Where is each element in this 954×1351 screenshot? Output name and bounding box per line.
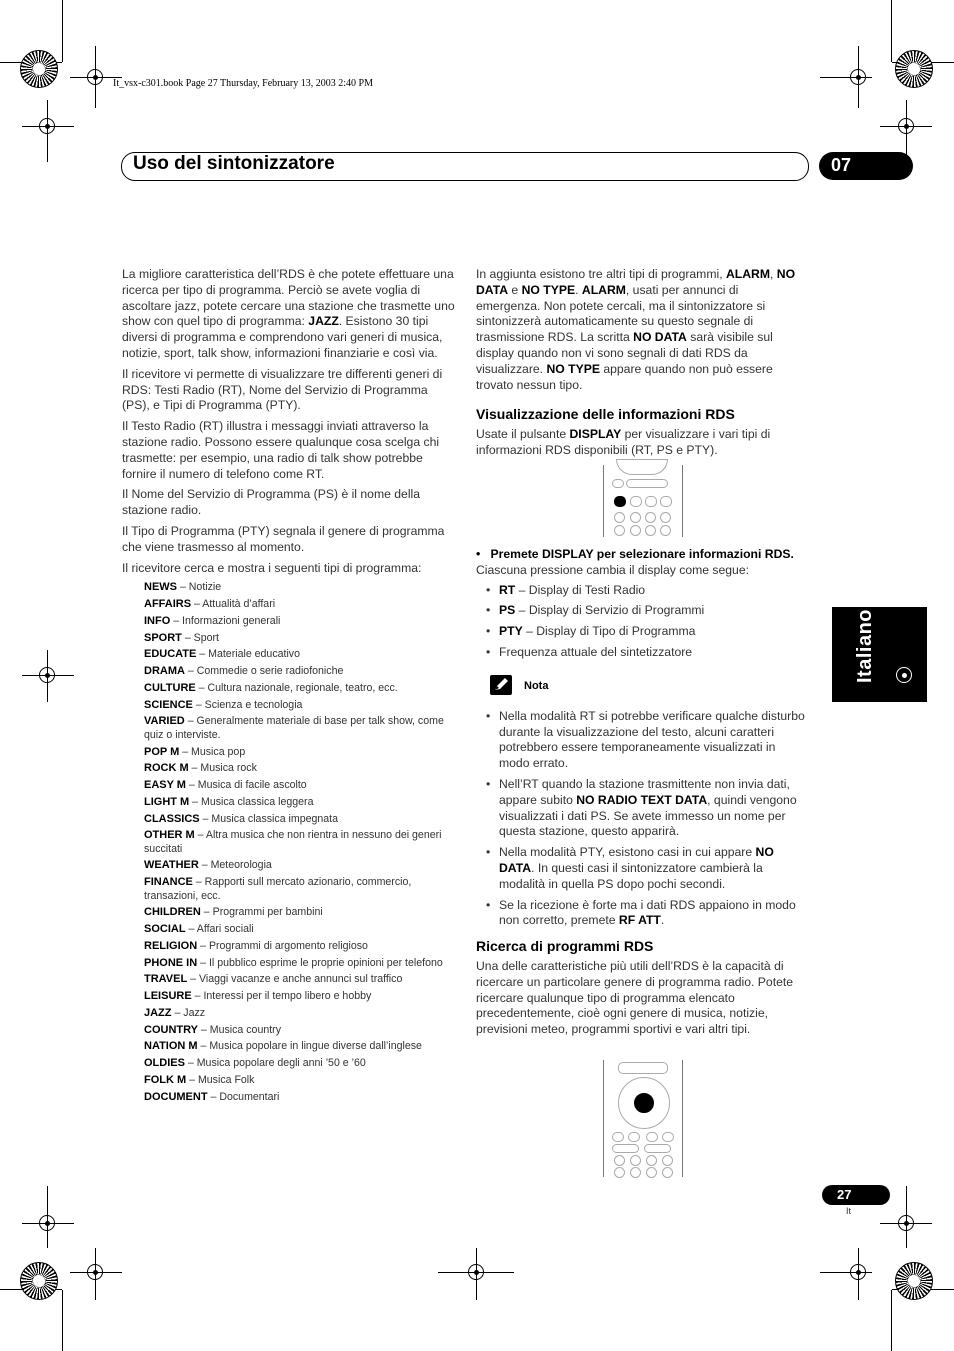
page-number: 27 [837, 1187, 852, 1202]
programme-type-item [144, 598, 455, 611]
programme-type-item [144, 796, 455, 809]
programme-type-code: JAZZ [144, 1006, 172, 1019]
programme-type-code: AFFAIRS [144, 598, 192, 611]
language-label: Italiano [854, 608, 876, 683]
programme-type-list [144, 581, 455, 1104]
programme-type-item [144, 648, 455, 661]
programme-type-item [144, 859, 455, 872]
programme-type-code: COUNTRY [144, 1023, 198, 1036]
paragraph: In aggiunta esistono tre altri tipi di programmi, ALARM, NO DATA e NO TYPE. ALARM, usati per annunci di emergenza. Non potete cercali, ma il sintonizzatore si sintonizzerà automaticamente su questo segnale di trasmissione RDS. La scritta NO DATA sarà visibile sul display quando non vi sono segnali di dati RDS da visualizzare. NO TYPE appare quando non può essere trovato nessun tipo. [476, 267, 796, 392]
list-item: • PS – Display di Servizio di Programmi [476, 603, 806, 619]
display-mode-list [476, 583, 806, 661]
left-column [122, 267, 455, 1107]
programme-type-code: INFO [144, 614, 171, 627]
programme-type-description: – Sport [181, 631, 220, 644]
paragraph: Il Testo Radio (RT) illustra i messaggi inviati attraverso la stazione radio. Possono essere qualunque cosa scelga chi trasmette: per esempio, una radio di talk show potrebbe fornire il numero di telefono come RT. [122, 419, 440, 481]
book-info-line: It_vsx-c301.book Page 27 Thursday, February 13, 2003 2:40 PM [113, 78, 373, 89]
list-item: • Nell’RT quando la stazione trasmittente non invia dati, appare subito NO RADIO TEXT DATA, quindi vengono visualizzati i dati PS. Se avete immesso un nome per questa stazione, questo apparirà. [476, 777, 806, 840]
programme-type-description: – Generalmente materiale di base per talk show, come quiz o interviste. [144, 715, 444, 741]
right-column-lower [476, 547, 806, 1043]
paragraph: Il Tipo di Programma (PTY) segnala il genere di programma che viene trasmesso al momento. [122, 523, 445, 554]
programme-type-item [144, 957, 455, 970]
programme-type-code: POP M [144, 745, 180, 758]
programme-type-code: LEISURE [144, 990, 192, 1003]
programme-type-code: TRAVEL [144, 973, 188, 986]
programme-type-item [144, 746, 455, 759]
programme-type-code: CHILDREN [144, 906, 201, 919]
programme-type-description: – Documentari [207, 1090, 280, 1103]
crosshair-icon [845, 64, 871, 90]
programme-type-item [144, 990, 455, 1003]
programme-type-description: – Musica country [197, 1023, 282, 1036]
crosshair-icon [845, 1259, 871, 1285]
programme-type-item [144, 762, 455, 775]
display-button [614, 496, 626, 507]
nota-header [476, 675, 806, 701]
programme-type-item [144, 715, 455, 742]
crosshair-icon [34, 113, 60, 139]
programme-type-code: NATION M [144, 1040, 198, 1053]
page-number-badge [822, 1185, 890, 1205]
programme-type-description: – Musica Folk [186, 1073, 255, 1086]
programme-type-item [144, 632, 455, 645]
section-heading: Ricerca di programmi RDS [476, 938, 654, 955]
programme-type-description: – Viaggi vacanze e anche annunci sul traffico [187, 973, 403, 986]
programme-type-description: – Musica classica leggera [189, 795, 314, 808]
instruction-step: • Premete DISPLAY per selezionare informazioni RDS. [476, 547, 794, 561]
list-item: • Nella modalità RT si potrebbe verificare qualche disturbo durante la visualizzazione del testo, alcuni caratteri potrebbero essere temporaneamente visualizzati in modo errato. [476, 709, 806, 772]
list-item: • PTY – Display di Tipo di Programma [476, 624, 806, 640]
crosshair-icon [463, 1259, 489, 1285]
programme-type-description: – Jazz [171, 1006, 206, 1019]
page-language: It [846, 1206, 852, 1216]
programme-type-description: – Meteorologia [198, 859, 272, 872]
remote-control-display-illustration [603, 465, 683, 537]
crosshair-icon [82, 1259, 108, 1285]
section-heading: Visualizzazione delle informazioni RDS [476, 406, 735, 423]
paragraph: La migliore caratteristica dell’RDS è che potete effettuare una ricerca per tipo di programma. Perciò se avete voglia di ascoltare jazz, potete cercare una stazione che trasmette uno show con quel tipo di programma: JAZZ. Esistono 30 tipi diversi di programma e comprendono vari generi di musica, notizie, sport, talk show, informazioni finanziarie e così via. [122, 267, 455, 360]
page-title: Uso del sintonizzatore [133, 153, 335, 174]
crosshair-icon [34, 662, 60, 688]
programme-type-code: DOCUMENT [144, 1090, 208, 1103]
programme-type-item [144, 906, 455, 919]
programme-type-description: – Commedie o serie radiofoniche [184, 665, 344, 678]
programme-type-item [144, 1040, 455, 1053]
programme-type-code: NEWS [144, 581, 177, 594]
programme-type-description: – Scienza e tecnologia [192, 698, 303, 711]
crosshair-icon [891, 662, 917, 688]
programme-type-code: SCIENCE [144, 698, 193, 711]
programme-type-code: CLASSICS [144, 812, 200, 825]
paragraph: Usate il pulsante DISPLAY per visualizzare i vari tipi di informazioni RDS disponibili (RT, PS e PTY). [476, 427, 771, 457]
programme-type-code: OTHER M [144, 829, 195, 842]
registration-starburst-top-left [20, 50, 58, 88]
programme-type-code: FINANCE [144, 876, 193, 889]
nota-label: Nota [524, 679, 549, 692]
programme-type-item [144, 1091, 455, 1104]
programme-type-item [144, 615, 455, 628]
programme-type-item [144, 940, 455, 953]
programme-type-item [144, 1057, 455, 1070]
programme-type-description: – Materiale educativo [196, 648, 301, 661]
programme-type-code: CULTURE [144, 681, 196, 694]
programme-type-item [144, 1074, 455, 1087]
list-item: • RT – Display di Testi Radio [476, 583, 806, 599]
programme-type-code: FOLK M [144, 1073, 187, 1086]
programme-type-item [144, 779, 455, 792]
programme-type-code: PHONE IN [144, 956, 198, 969]
programme-type-description: – Attualità d’affari [191, 598, 276, 611]
list-item: • Frequenza attuale del sintetizzatore [476, 645, 806, 661]
programme-type-description: – Informazioni generali [170, 614, 281, 627]
programme-type-item [144, 699, 455, 712]
programme-type-code: RELIGION [144, 939, 198, 952]
programme-type-item [144, 1024, 455, 1037]
programme-type-description: – Altra musica che non rientra in nessuno dei generi succitati [144, 829, 442, 855]
programme-type-code: WEATHER [144, 859, 199, 872]
enter-button [634, 1093, 654, 1113]
programme-type-code: OLDIES [144, 1057, 185, 1070]
programme-type-description: – Interessi per il tempo libero e hobby [191, 990, 372, 1003]
programme-type-item [144, 813, 455, 826]
crosshair-icon [82, 64, 108, 90]
programme-type-code: SPORT [144, 631, 182, 644]
paragraph: Una delle caratteristiche più utili dell’RDS è la capacità di ricercare un particolare genere di programma radio. Potete ricercare qualunque tipo di programma elencato precedentemente, cioè ogni genere di musica, notizie, previsioni meteo, programmi sportivi e vari altri tipi. [476, 958, 794, 1037]
programme-type-code: ROCK M [144, 762, 189, 775]
programme-type-code: SOCIAL [144, 923, 186, 936]
paragraph: Il ricevitore cerca e mostra i seguenti tipi di programma: [122, 560, 422, 575]
crosshair-icon [893, 1210, 919, 1236]
programme-type-item [144, 581, 455, 594]
programme-type-description: – Musica classica impegnata [199, 812, 338, 825]
programme-type-code: DRAMA [144, 665, 185, 678]
programme-type-description: – Programmi per bambini [200, 906, 323, 919]
paragraph: Ciascuna pressione cambia il display come segue: [476, 562, 750, 577]
programme-type-description: – Cultura nazionale, regionale, teatro, ecc. [195, 681, 398, 694]
right-column [476, 267, 806, 464]
crosshair-icon [893, 113, 919, 139]
programme-type-description: – Notizie [177, 581, 222, 594]
programme-type-description: – Musica rock [188, 762, 257, 775]
programme-type-item [144, 1007, 455, 1020]
programme-type-description: – Musica popolare degli anni ’50 e ’60 [184, 1057, 366, 1070]
programme-type-item [144, 829, 455, 856]
programme-type-description: – Rapporti sull mercato azionario, commercio, transazioni, ecc. [144, 876, 412, 902]
programme-type-item [144, 682, 455, 695]
paragraph: Il ricevitore vi permette di visualizzare tre differenti generi di RDS: Testi Radio (RT), Nome del Servizio di Programma (PS), e Tipi di Programma (PTY). [122, 366, 443, 413]
language-side-tab [832, 607, 927, 702]
programme-type-item [144, 665, 455, 678]
paragraph: Il Nome del Servizio di Programma (PS) è il nome della stazione radio. [122, 487, 421, 518]
registration-starburst-bottom-left [20, 1262, 58, 1300]
list-item: • Nella modalità PTY, esistono casi in cui appare NO DATA. In questi casi il sintonizzatore cambierà la modalità in quella PS dopo pochi secondi. [476, 845, 806, 892]
programme-type-code: EASY M [144, 779, 186, 791]
list-item: • Se la ricezione è forte ma i dati RDS appaiono in modo non corretto, premete RF ATT. [476, 898, 806, 930]
chapter-number: 07 [831, 155, 852, 175]
registration-starburst-bottom-right [895, 1262, 933, 1300]
remote-control-search-illustration [603, 1060, 683, 1177]
programme-type-description: – Affari sociali [185, 923, 254, 936]
programme-type-code: EDUCATE [144, 648, 197, 661]
programme-type-description: – Musica pop [179, 745, 246, 758]
programme-type-description: – Programmi di argomento religioso [197, 939, 368, 952]
programme-type-code: VARIED [144, 715, 185, 728]
chapter-badge [819, 152, 913, 180]
note-pencil-icon [490, 675, 512, 695]
crosshair-icon [34, 1210, 60, 1236]
programme-type-item [144, 876, 455, 903]
programme-type-code: LIGHT M [144, 795, 190, 808]
programme-type-item [144, 973, 455, 986]
registration-starburst-top-right [895, 50, 933, 88]
programme-type-description: – Il pubblico esprime le proprie opinioni per telefono [197, 956, 443, 969]
programme-type-description: – Musica di facile ascolto [185, 779, 307, 791]
programme-type-item [144, 923, 455, 936]
programme-type-description: – Musica popolare in lingue diverse dall’inglese [197, 1040, 422, 1053]
nota-list [476, 709, 806, 929]
